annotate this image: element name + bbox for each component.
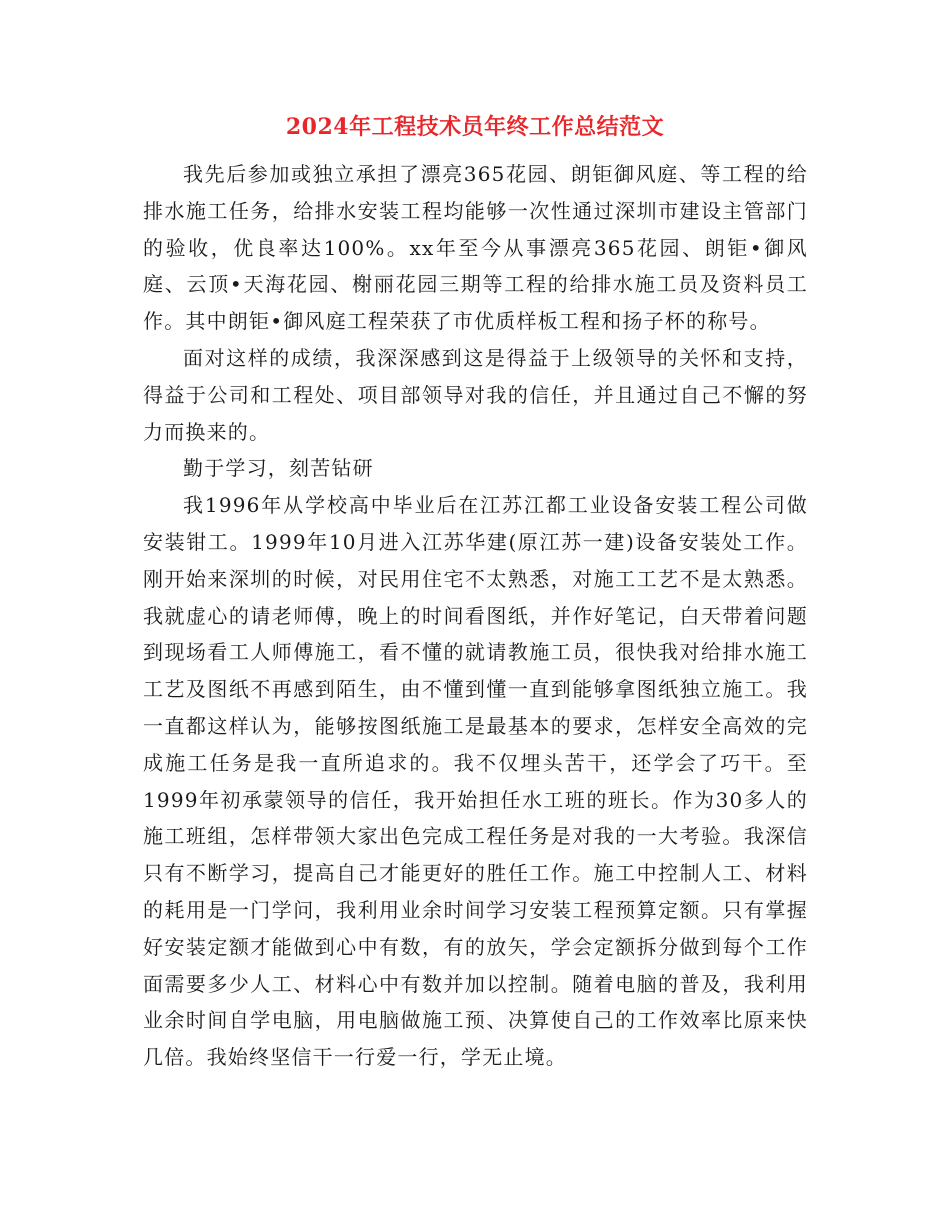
document-body	[143, 156, 808, 1076]
paragraph-achievements: 我先后参加或独立承担了漂亮365花园、朗钜御风庭、等工程的给排水施工任务，给排水安装工程均能够一次性通过深圳市建设主管部门的验收，优良率达100%。xx年至今从事漂亮365花园、朗钜•御风庭、云顶•天海花园、榭丽花园三期等工程的给排水施工员及资料员工作。其中朗钜•御风庭工程荣获了市优质样板工程和扬子杯的称号。	[143, 162, 808, 334]
section-heading-study: 勤于学习，刻苦钻研	[183, 456, 374, 481]
document-title: 2024年工程技术员年终工作总结范文	[285, 114, 665, 140]
paragraph-career-history: 我1996年从学校高中毕业后在江苏江都工业设备安装工程公司做安装钳工。1999年10月进入江苏华建(原江苏一建)设备安装处工作。刚开始来深圳的时候，对民用住宅不太熟悉，对施工工艺不是太熟悉。我就虚心的请老师傅，晚上的时间看图纸，并作好笔记，白天带着问题到现场看工人师傅施工，看不懂的就请教施工员，很快我对给排水施工工艺及图纸不再感到陌生，由不懂到懂一直到能够拿图纸独立施工。我一直都这样认为，能够按图纸施工是最基本的要求，怎样安全高效的完成施工任务是我一直所追求的。我不仅埋头苦干，还学会了巧干。至1999年初承蒙领导的信任，我开始担任水工班的班长。作为30多人的施工班组，怎样带领大家出色完成工程任务是对我的一大考验。我深信只有不断学习，提高自己才能更好的胜任工作。施工中控制人工、材料的耗用是一门学问，我利用业余时间学习安装工程预算定额。只有掌握好安装定额才能做到心中有数，有的放矢，学会定额拆分做到每个工作面需要多少人工、材料心中有数并加以控制。随着电脑的普及，我利用业余时间自学电脑，用电脑做施工预、决算使自己的工作效率比原来快几倍。我始终坚信干一行爱一行，学无止境。	[143, 493, 808, 1070]
paragraph-gratitude: 面对这样的成绩，我深深感到这是得益于上级领导的关怀和支持，得益于公司和工程处、项目部领导对我的信任，并且通过自己不懈的努力而换来的。	[143, 345, 808, 444]
